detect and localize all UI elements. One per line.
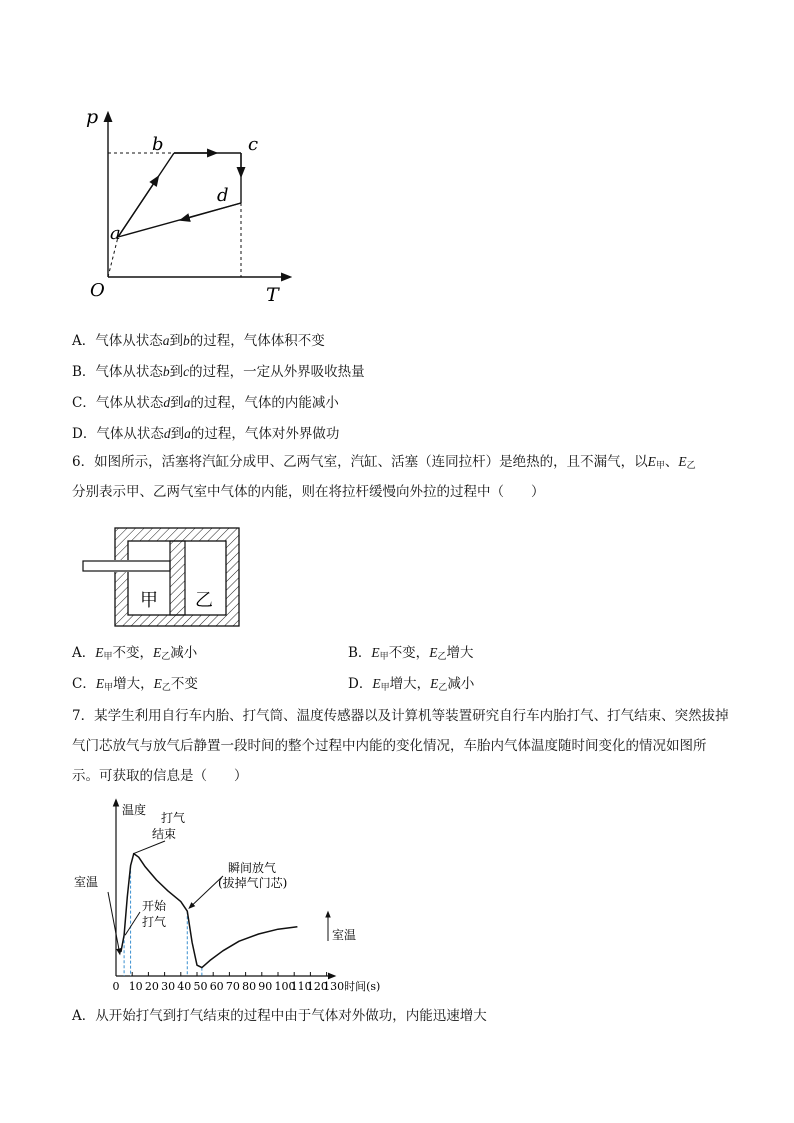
x-tick-label-30: 30 (161, 980, 176, 993)
chamber-jia-label: 甲 (140, 590, 158, 611)
label-origin: O (90, 280, 105, 301)
cylinder-diagram (80, 524, 245, 630)
annotation-start-pump-2: 打气 (142, 915, 167, 929)
chamber-yi-label: 乙 (195, 590, 213, 611)
x-tick-label-80: 80 (242, 980, 257, 993)
label-b: b (152, 134, 164, 155)
q6-option-b: B．$E_甲$不变，$E_乙$增大 (348, 645, 474, 662)
x-tick-label-10: 10 (128, 980, 143, 993)
label-c: c (248, 134, 259, 155)
x-tick-label-0: 0 (112, 980, 120, 993)
room-temp-left-arrow (108, 892, 120, 954)
annotation-room-temp-left: 室温 (74, 875, 99, 889)
release-arrow (189, 876, 223, 908)
label-p: p (86, 106, 99, 128)
x-tick-label-70: 70 (225, 980, 240, 993)
end-pump-leader (133, 841, 165, 854)
q5-option-a: A．气体从状态a到b的过程，气体体积不变 (72, 333, 325, 349)
x-tick-label-110: 110 (290, 980, 312, 993)
q5-option-b: B．气体从状态b到c的过程，一定从外界吸收热量 (72, 364, 365, 380)
q7-stem: 7．某学生利用自行车内胎、打气筒、温度传感器以及计算机等装置研究自行车内胎打气、打气结束、突然拔掉气门芯放气与放气后静置一段时间的整个过程中内能的变化情况，车胎内气体温度随时间变化的情况如图所示。可获取的信息是（ ） (72, 708, 729, 784)
annotation-release-2: (拔掉气门芯) (218, 876, 288, 890)
q6-option-d: D．$E_甲$增大，$E_乙$减小 (348, 676, 475, 693)
pt-diagram (80, 105, 300, 305)
temperature-chart (68, 796, 408, 1000)
x-tick-label-100: 100 (274, 980, 296, 993)
x-tick-label-20: 20 (144, 980, 159, 993)
piston (170, 541, 185, 615)
q7-option-a: A．从开始打气到打气结束的过程中由于气体对外做功，内能迅速增大 (72, 1008, 487, 1024)
x-tick-label-60: 60 (209, 980, 224, 993)
x-tick-label-130: 130时间(s) (323, 980, 381, 993)
q6-option-a: A．$E_甲$不变，$E_乙$减小 (72, 645, 198, 662)
x-tick-label-40: 40 (177, 980, 192, 993)
label-a: a (110, 223, 121, 244)
annotation-end-pump-1: 打气 (161, 811, 186, 825)
annotation-room-temp-right: 室温 (332, 928, 357, 942)
start-pump-leader (125, 912, 140, 935)
q6-stem-line2: 分别表示甲、乙两气室中气体的内能，则在将拉杆缓慢向外拉的过程中（ ） (72, 484, 545, 500)
x-tick-label-120: 120 (306, 980, 328, 993)
annotation-release-1: 瞬间放气 (228, 861, 277, 875)
y-axis-label: 温度 (122, 803, 147, 817)
pull-rod (83, 561, 170, 571)
annotation-start-pump-1: 开始 (142, 899, 167, 913)
annotation-end-pump-2: 结束 (152, 827, 177, 841)
x-tick-label-50: 50 (193, 980, 208, 993)
label-t: T (266, 284, 279, 305)
q6-option-c: C．$E_甲$增大，$E_乙$不变 (72, 676, 198, 693)
x-tick-label-90: 90 (258, 980, 273, 993)
q5-option-c: C．气体从状态d到a的过程，气体的内能减小 (72, 395, 339, 411)
q5-option-d: D．气体从状态d到a的过程，气体对外界做功 (72, 426, 340, 442)
q6-stem-line1: 6．如图所示，活塞将汽缸分成甲、乙两气室，汽缸、活塞（连同拉杆）是绝热的，且不漏气，以$E_甲$、$E_乙$ (72, 454, 696, 471)
label-d: d (217, 185, 229, 206)
